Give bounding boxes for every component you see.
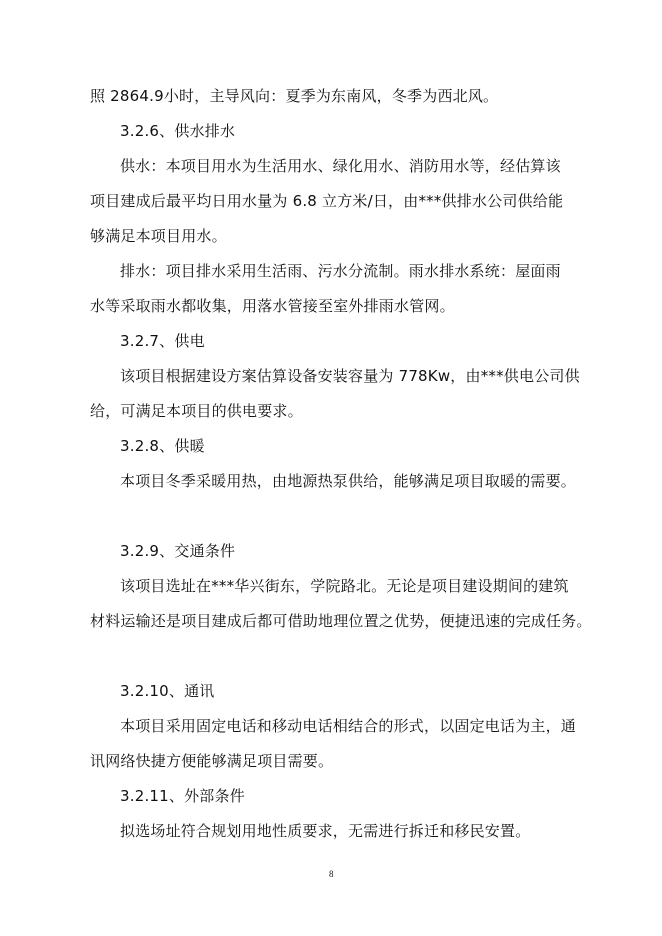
text-line: 够满足本项目用水。 — [90, 227, 227, 245]
text-line: 水等采取雨水都收集，用落水管接至室外排雨水管网。 — [90, 297, 455, 315]
text-line: 供水：本项目用水为生活用水、绿化用水、消防用水等，经估算该 — [120, 157, 561, 175]
text-line: 讯网络快捷方便能够满足项目需要。 — [90, 752, 334, 770]
page-number: 8 — [329, 869, 334, 879]
section-heading: 3.2.10、通讯 — [120, 682, 215, 700]
text-line: 本项目采用固定电话和移动电话相结合的形式，以固定电话为主，通 — [120, 717, 577, 735]
text-line: 该项目选址在***华兴街东，学院路北。无论是项目建设期间的建筑 — [120, 577, 569, 595]
section-heading: 3.2.6、供水排水 — [120, 122, 236, 140]
text-line: 排水：项目排水采用生活雨、污水分流制。雨水排水系统：屋面雨 — [120, 262, 561, 280]
text-line: 材料运输还是项目建成后都可借助地理位置之优势，便捷迅速的完成任务。 — [90, 612, 592, 630]
text-line: 给，可满足本项目的供电要求。 — [90, 402, 303, 420]
text-line: 拟选场址符合规划用地性质要求，无需进行拆迁和移民安置。 — [120, 822, 531, 840]
section-heading: 3.2.7、供电 — [120, 332, 205, 350]
text-line: 本项目冬季采暖用热，由地源热泵供给，能够满足项目取暖的需要。 — [120, 472, 577, 490]
section-heading: 3.2.11、外部条件 — [120, 787, 245, 805]
section-heading: 3.2.8、供暖 — [120, 437, 205, 455]
text-line: 项目建成后最平均日用水量为 6.8 立方米/日，由***供排水公司供给能 — [90, 192, 564, 210]
section-heading: 3.2.9、交通条件 — [120, 542, 236, 560]
text-line: 该项目根据建设方案估算设备安装容量为 778Kw，由***供电公司供 — [120, 367, 580, 385]
text-line: 照 2864.9小时，主导风向：夏季为东南风，冬季为西北风。 — [90, 87, 499, 105]
